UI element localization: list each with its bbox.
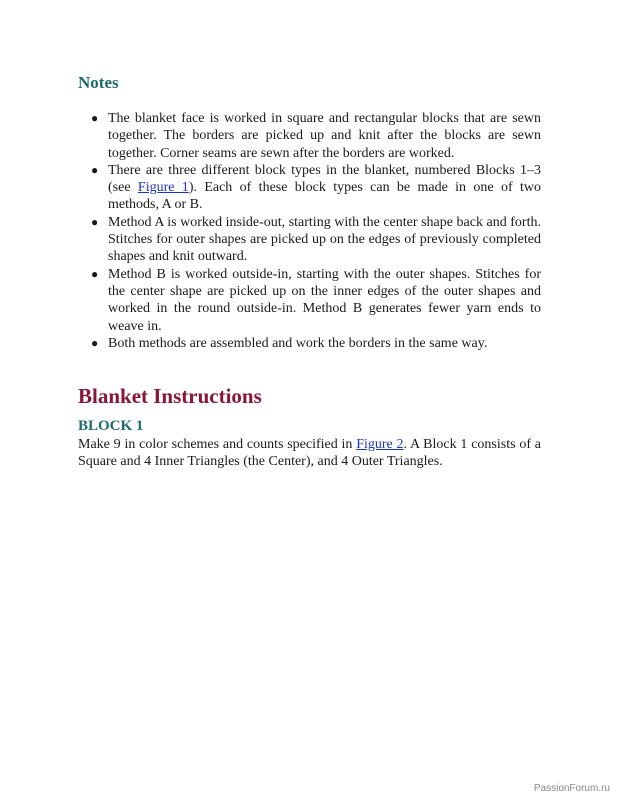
notes-item-text: Method A is worked inside-out, starting with the center shape back and forth. Stitches for outer shapes are picked up on the edges of previously completed shapes and knit outward.: [108, 214, 541, 265]
section-heading: Blanket Instructions: [78, 384, 262, 409]
block-1-text: Make 9 in color schemes and counts specified in: [78, 437, 357, 453]
watermark-text: PassionForum.ru: [533, 783, 610, 794]
notes-item: [78, 335, 541, 352]
notes-item-text: Method B is worked outside-in, starting with the outer shapes. Stitches for the center shape are picked up on the inner edges of the outer shapes and worked in the round outside-in. Method B generates fewer yarn ends to weave in.: [108, 266, 541, 334]
block-1-heading: BLOCK 1: [78, 418, 144, 435]
notes-item: [78, 214, 541, 266]
notes-item-text: ). Each of these block types can be made in one of two methods, A or B.: [108, 180, 541, 213]
notes-item: [78, 162, 541, 214]
bullet-icon: ●: [91, 111, 99, 125]
bullet-icon: ●: [91, 162, 99, 177]
notes-heading: Notes: [78, 73, 119, 92]
bullet-icon: ●: [91, 266, 99, 281]
document-page: [78, 72, 541, 471]
block-1-text: . A Block 1 consists of a Square and 4 Inner Triangles (the Center), and 4 Outer Triangles.: [78, 437, 541, 470]
bullet-icon: ●: [91, 335, 99, 350]
notes-item: [78, 266, 541, 335]
figure-2-link[interactable]: Figure 2: [356, 437, 404, 453]
notes-list: [78, 110, 541, 352]
notes-item-text: There are three different block types in the blanket, numbered Blocks 1–3 (see: [108, 162, 541, 196]
figure-1-link[interactable]: Figure 1: [137, 180, 189, 196]
notes-item-text: The blanket face is worked in square and rectangular blocks that are sewn together. The borders are picked up and knit after the blocks are sewn together. Corner seams are sewn after the borders are worked.: [108, 111, 541, 161]
notes-item-text: Both methods are assembled and work the borders in the same way.: [108, 335, 488, 351]
notes-item: [78, 110, 541, 162]
block-1-paragraph: [78, 436, 541, 471]
bullet-icon: ●: [91, 214, 99, 229]
